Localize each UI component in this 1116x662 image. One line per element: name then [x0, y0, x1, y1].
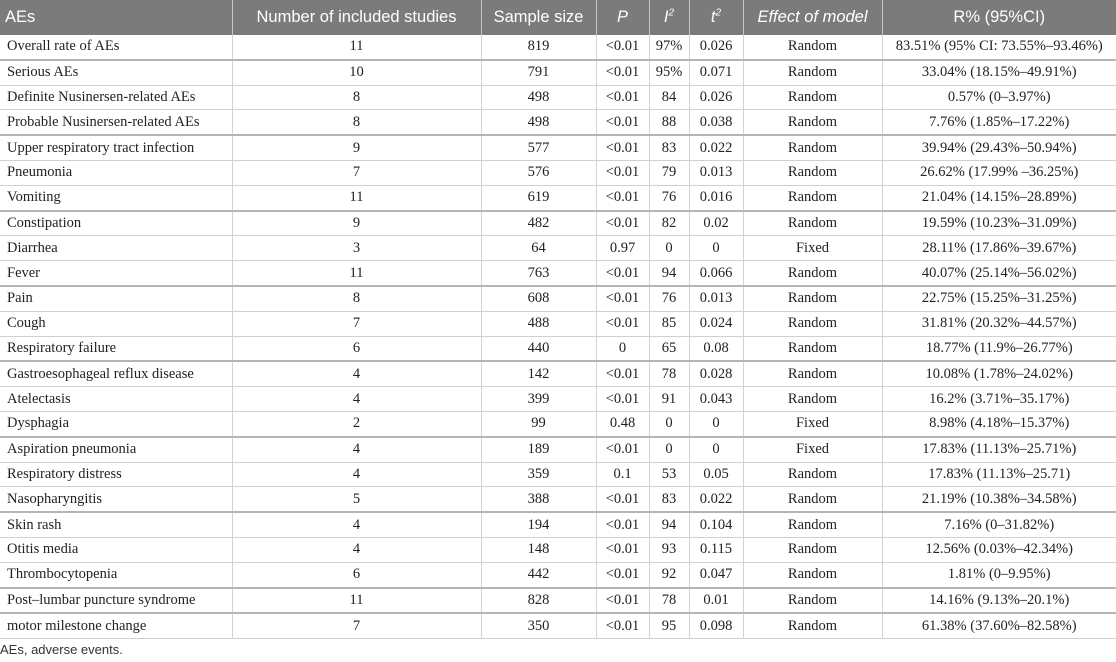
- table-body: [0, 35, 1116, 639]
- cell-i-squared: 97%: [649, 35, 689, 60]
- cell-study-count: 4: [232, 361, 481, 386]
- cell-study-count: 7: [232, 311, 481, 336]
- cell-rate-ci: 8.98% (4.18%–15.37%): [882, 411, 1116, 436]
- cell-t-squared: 0.047: [689, 562, 743, 587]
- table-row: [0, 387, 1116, 412]
- table-row: [0, 562, 1116, 587]
- table-row: [0, 286, 1116, 311]
- cell-p-value: <0.01: [596, 185, 649, 210]
- cell-effect-model: Fixed: [743, 411, 882, 436]
- cell-study-count: 8: [232, 110, 481, 135]
- cell-rate-ci: 39.94% (29.43%–50.94%): [882, 135, 1116, 160]
- cell-effect-model: Random: [743, 85, 882, 110]
- cell-t-squared: 0.013: [689, 286, 743, 311]
- cell-i-squared: 94: [649, 261, 689, 286]
- cell-p-value: <0.01: [596, 537, 649, 562]
- cell-ae-name: Respiratory failure: [0, 336, 232, 361]
- cell-t-squared: 0: [689, 411, 743, 436]
- cell-ae-name: Overall rate of AEs: [0, 35, 232, 60]
- header-sample-size: Sample size: [481, 0, 596, 35]
- cell-ae-name: Probable Nusinersen-related AEs: [0, 110, 232, 135]
- header-i-squared-sup: 2: [668, 7, 675, 19]
- cell-i-squared: 92: [649, 562, 689, 587]
- cell-sample-size: 819: [481, 35, 596, 60]
- cell-rate-ci: 17.83% (11.13%–25.71): [882, 462, 1116, 487]
- cell-study-count: 8: [232, 85, 481, 110]
- cell-effect-model: Random: [743, 110, 882, 135]
- cell-p-value: <0.01: [596, 387, 649, 412]
- cell-rate-ci: 16.2% (3.71%–35.17%): [882, 387, 1116, 412]
- cell-rate-ci: 17.83% (11.13%–25.71%): [882, 437, 1116, 462]
- cell-effect-model: Random: [743, 537, 882, 562]
- cell-study-count: 7: [232, 613, 481, 638]
- cell-sample-size: 148: [481, 537, 596, 562]
- cell-p-value: 0.48: [596, 411, 649, 436]
- cell-sample-size: 619: [481, 185, 596, 210]
- cell-p-value: <0.01: [596, 110, 649, 135]
- cell-t-squared: 0.071: [689, 60, 743, 85]
- cell-t-squared: 0.115: [689, 537, 743, 562]
- header-i-squared-base: I: [663, 8, 669, 26]
- table-row: [0, 437, 1116, 462]
- cell-effect-model: Random: [743, 588, 882, 614]
- cell-t-squared: 0.028: [689, 361, 743, 386]
- header-p-value: P: [596, 0, 649, 35]
- cell-i-squared: 88: [649, 110, 689, 135]
- cell-ae-name: Vomiting: [0, 185, 232, 210]
- cell-p-value: <0.01: [596, 437, 649, 462]
- cell-effect-model: Random: [743, 211, 882, 236]
- cell-t-squared: 0.026: [689, 85, 743, 110]
- cell-rate-ci: 26.62% (17.99% –36.25%): [882, 160, 1116, 185]
- cell-rate-ci: 7.76% (1.85%–17.22%): [882, 110, 1116, 135]
- cell-effect-model: Random: [743, 487, 882, 512]
- cell-ae-name: Atelectasis: [0, 387, 232, 412]
- cell-sample-size: 399: [481, 387, 596, 412]
- cell-t-squared: 0.038: [689, 110, 743, 135]
- cell-effect-model: Random: [743, 613, 882, 638]
- cell-i-squared: 91: [649, 387, 689, 412]
- cell-rate-ci: 1.81% (0–9.95%): [882, 562, 1116, 587]
- cell-study-count: 4: [232, 387, 481, 412]
- table-row: [0, 613, 1116, 638]
- cell-t-squared: 0.098: [689, 613, 743, 638]
- cell-rate-ci: 19.59% (10.23%–31.09%): [882, 211, 1116, 236]
- cell-study-count: 11: [232, 588, 481, 614]
- cell-p-value: <0.01: [596, 311, 649, 336]
- cell-study-count: 10: [232, 60, 481, 85]
- cell-t-squared: 0.024: [689, 311, 743, 336]
- cell-t-squared: 0.022: [689, 135, 743, 160]
- table-row: [0, 512, 1116, 537]
- cell-p-value: <0.01: [596, 135, 649, 160]
- cell-study-count: 4: [232, 537, 481, 562]
- cell-p-value: <0.01: [596, 286, 649, 311]
- header-included-studies: Number of included studies: [232, 0, 481, 35]
- cell-study-count: 9: [232, 211, 481, 236]
- cell-rate-ci: 21.04% (14.15%–28.89%): [882, 185, 1116, 210]
- cell-i-squared: 0: [649, 236, 689, 261]
- cell-t-squared: 0.104: [689, 512, 743, 537]
- cell-rate-ci: 0.57% (0–3.97%): [882, 85, 1116, 110]
- cell-rate-ci: 18.77% (11.9%–26.77%): [882, 336, 1116, 361]
- header-t-squared-base: t: [710, 8, 716, 26]
- cell-p-value: <0.01: [596, 261, 649, 286]
- cell-ae-name: Nasopharyngitis: [0, 487, 232, 512]
- cell-ae-name: Post–lumbar puncture syndrome: [0, 588, 232, 614]
- cell-p-value: <0.01: [596, 211, 649, 236]
- cell-t-squared: 0.08: [689, 336, 743, 361]
- cell-i-squared: 83: [649, 487, 689, 512]
- cell-i-squared: 65: [649, 336, 689, 361]
- cell-sample-size: 64: [481, 236, 596, 261]
- cell-rate-ci: 12.56% (0.03%–42.34%): [882, 537, 1116, 562]
- table-row: [0, 588, 1116, 614]
- header-t-squared: [689, 0, 743, 35]
- cell-study-count: 6: [232, 336, 481, 361]
- cell-study-count: 8: [232, 286, 481, 311]
- cell-study-count: 4: [232, 437, 481, 462]
- cell-t-squared: 0.01: [689, 588, 743, 614]
- cell-study-count: 11: [232, 35, 481, 60]
- cell-effect-model: Fixed: [743, 437, 882, 462]
- cell-ae-name: Definite Nusinersen-related AEs: [0, 85, 232, 110]
- cell-sample-size: 142: [481, 361, 596, 386]
- cell-study-count: 11: [232, 261, 481, 286]
- cell-sample-size: 498: [481, 110, 596, 135]
- cell-i-squared: 53: [649, 462, 689, 487]
- cell-i-squared: 76: [649, 185, 689, 210]
- cell-rate-ci: 83.51% (95% CI: 73.55%–93.46%): [882, 35, 1116, 60]
- cell-sample-size: 791: [481, 60, 596, 85]
- cell-ae-name: Thrombocytopenia: [0, 562, 232, 587]
- cell-sample-size: 442: [481, 562, 596, 587]
- cell-t-squared: 0.02: [689, 211, 743, 236]
- cell-study-count: 4: [232, 512, 481, 537]
- cell-i-squared: 94: [649, 512, 689, 537]
- cell-rate-ci: 22.75% (15.25%–31.25%): [882, 286, 1116, 311]
- cell-t-squared: 0.026: [689, 35, 743, 60]
- cell-rate-ci: 7.16% (0–31.82%): [882, 512, 1116, 537]
- cell-ae-name: Aspiration pneumonia: [0, 437, 232, 462]
- cell-effect-model: Random: [743, 135, 882, 160]
- cell-effect-model: Random: [743, 311, 882, 336]
- table-row: [0, 336, 1116, 361]
- cell-rate-ci: 28.11% (17.86%–39.67%): [882, 236, 1116, 261]
- header-effect-model: Effect of model: [743, 0, 882, 35]
- table-header: [0, 0, 1116, 35]
- table-row: [0, 261, 1116, 286]
- cell-rate-ci: 40.07% (25.14%–56.02%): [882, 261, 1116, 286]
- cell-i-squared: 78: [649, 361, 689, 386]
- cell-study-count: 3: [232, 236, 481, 261]
- cell-sample-size: 608: [481, 286, 596, 311]
- cell-effect-model: Random: [743, 361, 882, 386]
- cell-sample-size: 350: [481, 613, 596, 638]
- cell-ae-name: Pneumonia: [0, 160, 232, 185]
- cell-study-count: 2: [232, 411, 481, 436]
- cell-t-squared: 0.013: [689, 160, 743, 185]
- cell-sample-size: 828: [481, 588, 596, 614]
- cell-ae-name: Diarrhea: [0, 236, 232, 261]
- cell-effect-model: Random: [743, 160, 882, 185]
- cell-sample-size: 194: [481, 512, 596, 537]
- cell-study-count: 4: [232, 462, 481, 487]
- cell-rate-ci: 14.16% (9.13%–20.1%): [882, 588, 1116, 614]
- cell-i-squared: 83: [649, 135, 689, 160]
- cell-ae-name: Pain: [0, 286, 232, 311]
- cell-ae-name: Gastroesophageal reflux disease: [0, 361, 232, 386]
- cell-sample-size: 576: [481, 160, 596, 185]
- cell-effect-model: Random: [743, 336, 882, 361]
- cell-study-count: 7: [232, 160, 481, 185]
- cell-effect-model: Random: [743, 387, 882, 412]
- cell-study-count: 11: [232, 185, 481, 210]
- header-t-squared-sup: 2: [715, 7, 722, 19]
- table-row: [0, 311, 1116, 336]
- cell-effect-model: Random: [743, 35, 882, 60]
- cell-sample-size: 763: [481, 261, 596, 286]
- cell-effect-model: Random: [743, 60, 882, 85]
- cell-p-value: 0.97: [596, 236, 649, 261]
- cell-rate-ci: 33.04% (18.15%–49.91%): [882, 60, 1116, 85]
- table-row: [0, 361, 1116, 386]
- cell-t-squared: 0.05: [689, 462, 743, 487]
- cell-t-squared: 0: [689, 236, 743, 261]
- cell-ae-name: Serious AEs: [0, 60, 232, 85]
- header-i-squared: [649, 0, 689, 35]
- cell-i-squared: 0: [649, 437, 689, 462]
- cell-i-squared: 82: [649, 211, 689, 236]
- cell-sample-size: 359: [481, 462, 596, 487]
- table-row: [0, 411, 1116, 436]
- cell-sample-size: 440: [481, 336, 596, 361]
- cell-ae-name: Fever: [0, 261, 232, 286]
- cell-p-value: <0.01: [596, 160, 649, 185]
- cell-t-squared: 0: [689, 437, 743, 462]
- cell-effect-model: Random: [743, 185, 882, 210]
- table-footnote: AEs, adverse events.: [0, 642, 123, 657]
- cell-p-value: <0.01: [596, 588, 649, 614]
- cell-i-squared: 93: [649, 537, 689, 562]
- table-row: [0, 487, 1116, 512]
- cell-effect-model: Random: [743, 562, 882, 587]
- header-aes: AEs: [0, 0, 232, 35]
- cell-t-squared: 0.022: [689, 487, 743, 512]
- cell-p-value: <0.01: [596, 613, 649, 638]
- cell-i-squared: 95: [649, 613, 689, 638]
- cell-rate-ci: 21.19% (10.38%–34.58%): [882, 487, 1116, 512]
- cell-p-value: <0.01: [596, 512, 649, 537]
- table-row: [0, 185, 1116, 210]
- cell-p-value: <0.01: [596, 361, 649, 386]
- cell-ae-name: Skin rash: [0, 512, 232, 537]
- table-row: [0, 537, 1116, 562]
- cell-sample-size: 488: [481, 311, 596, 336]
- cell-ae-name: Upper respiratory tract infection: [0, 135, 232, 160]
- cell-p-value: <0.01: [596, 562, 649, 587]
- cell-sample-size: 189: [481, 437, 596, 462]
- cell-study-count: 6: [232, 562, 481, 587]
- cell-rate-ci: 61.38% (37.60%–82.58%): [882, 613, 1116, 638]
- cell-i-squared: 79: [649, 160, 689, 185]
- table-row: [0, 85, 1116, 110]
- cell-rate-ci: 31.81% (20.32%–44.57%): [882, 311, 1116, 336]
- cell-p-value: 0: [596, 336, 649, 361]
- cell-p-value: <0.01: [596, 487, 649, 512]
- cell-i-squared: 85: [649, 311, 689, 336]
- cell-sample-size: 482: [481, 211, 596, 236]
- cell-i-squared: 78: [649, 588, 689, 614]
- cell-ae-name: Otitis media: [0, 537, 232, 562]
- cell-effect-model: Random: [743, 261, 882, 286]
- table-row: [0, 60, 1116, 85]
- cell-p-value: <0.01: [596, 85, 649, 110]
- cell-ae-name: Constipation: [0, 211, 232, 236]
- cell-study-count: 5: [232, 487, 481, 512]
- cell-t-squared: 0.043: [689, 387, 743, 412]
- cell-ae-name: Cough: [0, 311, 232, 336]
- cell-study-count: 9: [232, 135, 481, 160]
- cell-effect-model: Random: [743, 512, 882, 537]
- cell-sample-size: 99: [481, 411, 596, 436]
- table-row: [0, 211, 1116, 236]
- cell-p-value: <0.01: [596, 60, 649, 85]
- table-row: [0, 236, 1116, 261]
- cell-effect-model: Random: [743, 462, 882, 487]
- cell-sample-size: 498: [481, 85, 596, 110]
- cell-effect-model: Fixed: [743, 236, 882, 261]
- cell-ae-name: Dysphagia: [0, 411, 232, 436]
- cell-sample-size: 577: [481, 135, 596, 160]
- cell-ae-name: Respiratory distress: [0, 462, 232, 487]
- table-row: [0, 135, 1116, 160]
- cell-t-squared: 0.066: [689, 261, 743, 286]
- cell-i-squared: 0: [649, 411, 689, 436]
- header-row: [0, 0, 1116, 35]
- cell-i-squared: 76: [649, 286, 689, 311]
- cell-t-squared: 0.016: [689, 185, 743, 210]
- cell-p-value: <0.01: [596, 35, 649, 60]
- table-row: [0, 110, 1116, 135]
- header-rate-ci: R% (95%CI): [882, 0, 1116, 35]
- table-row: [0, 462, 1116, 487]
- table-row: [0, 160, 1116, 185]
- cell-rate-ci: 10.08% (1.78%–24.02%): [882, 361, 1116, 386]
- cell-p-value: 0.1: [596, 462, 649, 487]
- cell-ae-name: motor milestone change: [0, 613, 232, 638]
- cell-i-squared: 95%: [649, 60, 689, 85]
- cell-sample-size: 388: [481, 487, 596, 512]
- table-row: [0, 35, 1116, 60]
- cell-effect-model: Random: [743, 286, 882, 311]
- cell-i-squared: 84: [649, 85, 689, 110]
